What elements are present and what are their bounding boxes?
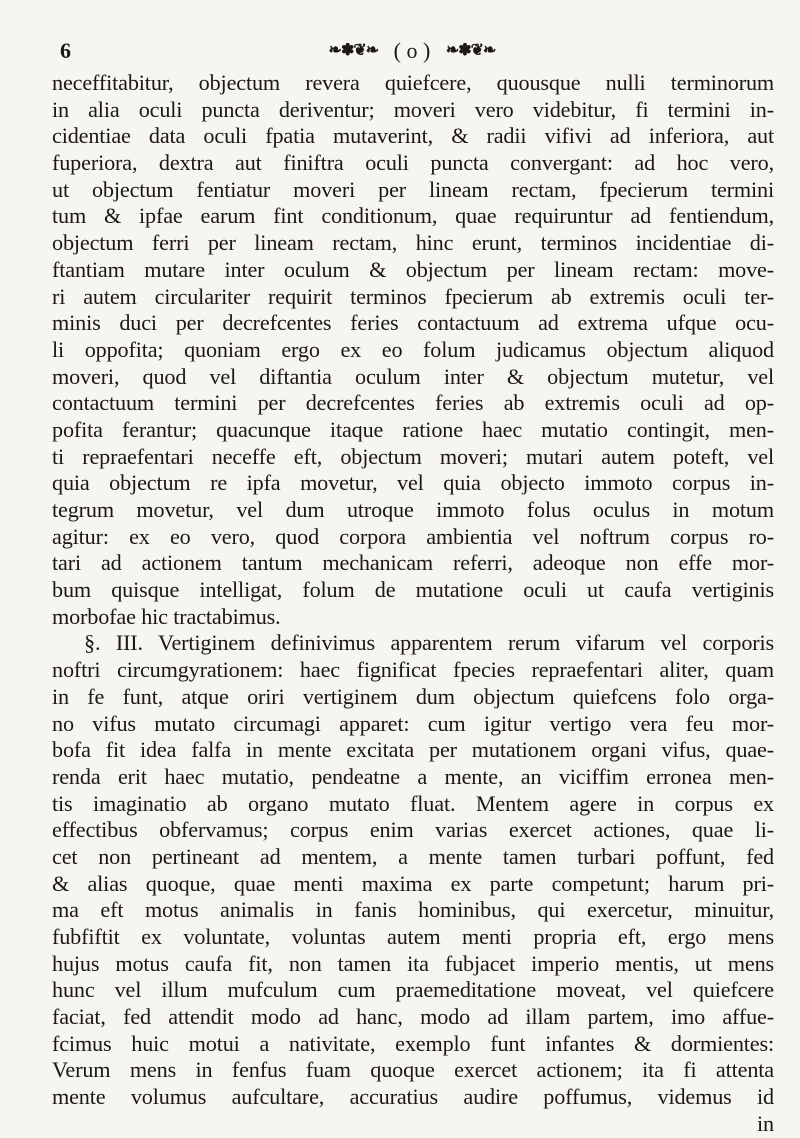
text-line: ut objectum fentiatur moveri per lineam rectam, fpecierum termini (52, 176, 774, 202)
text-line: morbofae hic tractabimus. (52, 603, 281, 629)
text-line: §. III. Vertiginem definivimus apparentem rerum vifarum vel corporis (84, 630, 774, 656)
text-line: cet non pertineant ad mentem, a mente tamen turbari poffunt, fed (52, 843, 774, 869)
text-line: fuperiora, dextra aut finiftra oculi puncta convergant: ad hoc vero, (52, 150, 774, 176)
text-line: li oppofita; quoniam ergo ex eo folum judicamus objectum aliquod (52, 336, 774, 362)
page-header (52, 8, 772, 70)
text-line: fcimus huic motui a nativitate, exemplo funt infantes & dormientes: (52, 1030, 774, 1056)
text-line: objectum ferri per lineam rectam, hinc erunt, terminos incidentiae di- (52, 230, 774, 256)
text-line: fubfiftit ex voluntate, voluntas autem menti propria eft, ergo mens (52, 924, 774, 949)
book-page (52, 8, 774, 1136)
text-line: hujus motus caufa fit, non tamen ita fubjacet imperio mentis, ut mens (52, 950, 774, 976)
text-line: ma eft motus animalis in fanis hominibus, qui exercetur, minuitur, (52, 897, 774, 923)
text-line: effectibus obfervamus; corpus enim varias exercet actiones, quae li- (52, 817, 774, 843)
text-line: in alia oculi puncta deriventur; moveri vero videbitur, fi termini in- (52, 96, 774, 122)
text-line: ri autem circulariter requirit terminos fpecierum ab extremis oculi ter- (52, 283, 774, 309)
text-line: hunc vel illum mufculum cum praemeditatione moveat, vel quiefcere (52, 977, 774, 1003)
text-line: neceffitabitur, objectum revera quiefcere, quousque nulli terminorum (52, 70, 774, 95)
text-line: quia objectum re ipfa movetur, vel quia objecto immoto corpus in- (52, 470, 774, 496)
text-line: ti repraefentari neceffe eft, objectum moveri; mutari autem poteft, vel (52, 443, 774, 469)
text-line: in fe funt, atque oriri vertiginem dum objectum quiefcens folo orga- (52, 683, 774, 709)
body-text (52, 70, 774, 1138)
text-line: mente volumus aufcultare, accuratius audire poffumus, videmus id (52, 1084, 774, 1110)
text-line: tis imaginatio ab organo mutato fluat. Mentem agere in corpus ex (52, 790, 774, 816)
text-line: pofita ferantur; quacunque itaque ratione haec mutatio contingit, men- (52, 416, 774, 442)
text-line: & alias quoque, quae menti maxima ex parte competunt; harum pri- (52, 870, 774, 896)
text-line: ftantiam mutare inter oculum & objectum per lineam rectam: move- (52, 256, 774, 282)
catchword: in (757, 1110, 774, 1136)
text-line: tegrum movetur, vel dum utroque immoto folus oculus in motum (52, 497, 774, 522)
text-line: tum & ipfae earum fint conditionum, quae requiruntur ad fentiendum, (52, 203, 774, 229)
text-line: noftri circumgyrationem: haec fignificat fpecies repraefentari aliter, quam (52, 657, 774, 683)
text-line: no vifus mutato circumagi apparet: cum igitur vertigo vera feu mor- (52, 710, 774, 736)
text-line: contactuum termini per decrefcentes feries ab extremis oculi ad op- (52, 390, 774, 416)
text-line: moveri, quod vel diftantia oculum inter & objectum mutetur, vel (52, 363, 774, 389)
text-line: bofa fit idea falfa in mente excitata per mutationem organi vifus, quae- (52, 737, 774, 763)
folio-mark: ( o ) (393, 38, 431, 63)
ornament-right-icon: ❧✽❦❧ (445, 42, 496, 59)
ornament-left-icon: ❧✽❦❧ (328, 42, 379, 59)
text-line: tari ad actionem tantum mechanicam referri, adeoque non effe mor- (52, 550, 774, 576)
text-line: minis duci per decrefcentes feries contactuum ad extrema ufque ocu- (52, 310, 774, 336)
text-line: renda erit haec mutatio, pendeatne a mente, an viciffim erronea men- (52, 763, 774, 789)
running-head (52, 38, 772, 64)
text-line: Verum mens in fenfus fuam quoque exercet actionem; ita fi attenta (52, 1057, 774, 1083)
text-line: bum quisque intelligat, folum de mutatione oculi ut caufa vertiginis (52, 577, 774, 603)
page-number: 6 (60, 38, 71, 63)
text-line: faciat, fed attendit modo ad hanc, modo ad illam partem, imo affue- (52, 1004, 774, 1030)
text-line: cidentiae data oculi fpatia mutaverint, & radii vifivi ad inferiora, aut (52, 123, 774, 149)
text-line: agitur: ex eo vero, quod corpora ambientia vel noftrum corpus ro- (52, 523, 774, 549)
